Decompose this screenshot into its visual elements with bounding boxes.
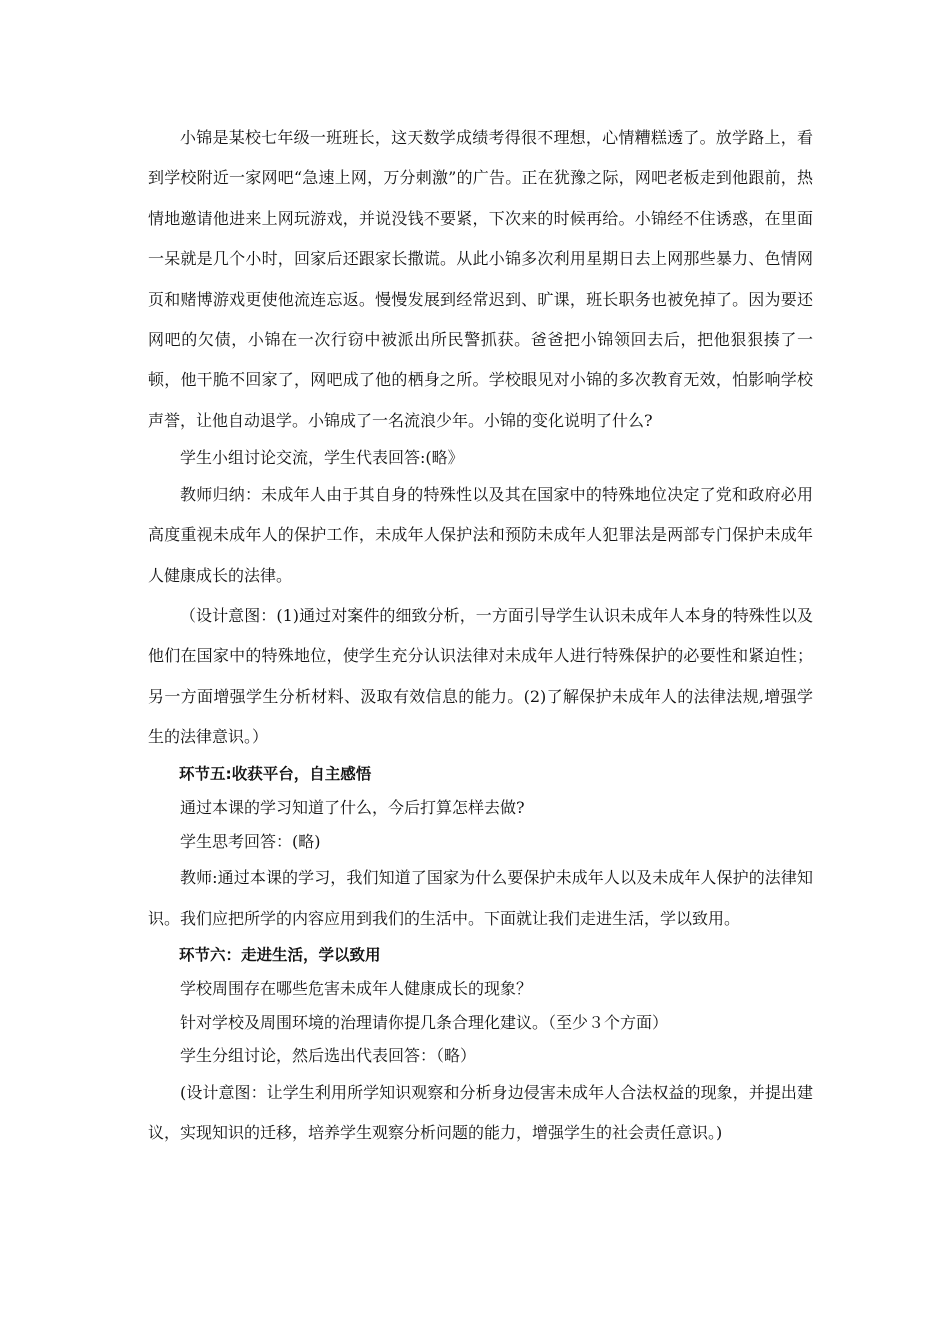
case-story-paragraph: 小锦是某校七年级一班班长，这天数学成绩考得很不理想，心情糟糕透了。放学路上，看到学校附近一家网吧“急速上网，万分刺激”的广告。正在犹豫之际，网吧老板走到他跟前，热情地邀请他进来上网玩游戏，并说没钱不要紧，下次来的时候再给。小锦经不住诱惑，在里面一呆就是几个小时，回家后还跟家长撒谎。从此小锦多次利用星期日去上网那些暴力、色情网页和赌博游戏更使他流连忘返。慢慢发展到经常迟到、旷课，班长职务也被免掉了。因为要还网吧的欠债，小锦在一次行窃中被派出所民警抓获。爸爸把小锦领回去后，把他狠狠揍了一顿，他干脆不回家了，网吧成了他的栖身之所。学校眼见对小锦的多次教育无效，怕影响学校声誉，让他自动退学。小锦成了一名流浪少年。小锦的变化说明了什么? [148, 128, 813, 430]
environment-question-paragraph: 学校周围存在哪些危害未成年人健康成长的现象？ [180, 979, 533, 999]
student-answer-paragraph: 学生思考回答：(略) [180, 831, 321, 851]
teacher-transition-paragraph: 教师:通过本课的学习，我们知道了国家为什么要保护未成年人以及未成年人保护的法律知识。我们应把所学的内容应用到我们的生活中。下面就让我们走进生活，学以致用。 [148, 868, 813, 928]
design-intent-paragraph-2: (设计意图：让学生利用所学知识观察和分析身边侵害未成年人合法权益的现象，并提出建议，实现知识的迁移，培养学生观察分析问题的能力，增强学生的社会责任意识。) [148, 1082, 813, 1143]
question-paragraph: 通过本课的学习知道了什么，今后打算怎样去做? [180, 798, 525, 818]
group-discussion-paragraph: 学生分组讨论，然后选出代表回答：（略） [180, 1046, 477, 1066]
section-five-heading: 环节五:收获平台，自主感悟 [179, 764, 372, 783]
section-six-heading: 环节六：走进生活，学以致用 [179, 945, 381, 964]
suggestion-task-paragraph: 针对学校及周围环境的治理请你提几条合理化建议。（至少３个方面） [180, 1012, 669, 1032]
student-discussion-paragraph: 学生小组讨论交流，学生代表回答:(略》 [180, 448, 464, 468]
design-intent-paragraph: （设计意图：(1)通过对案件的细致分析，一方面引导学生认识未成年人本身的特殊性以及他们在国家中的特殊地位，使学生充分认识法律对未成年人进行特殊保护的必要性和紧迫性；另一方面增强学生分析材料、汲取有效信息的能力。(2)了解保护未成年人的法律法规,增强学生的法律意识。） [148, 605, 813, 747]
teacher-summary-paragraph: 教师归纳：未成年人由于其自身的特殊性以及其在国家中的特殊地位决定了党和政府必用高度重视未成年人的保护工作，未成年人保护法和预防未成年人犯罪法是两部专门保护未成年人健康成长的法律。 [148, 484, 813, 585]
document-page [148, 118, 813, 1154]
